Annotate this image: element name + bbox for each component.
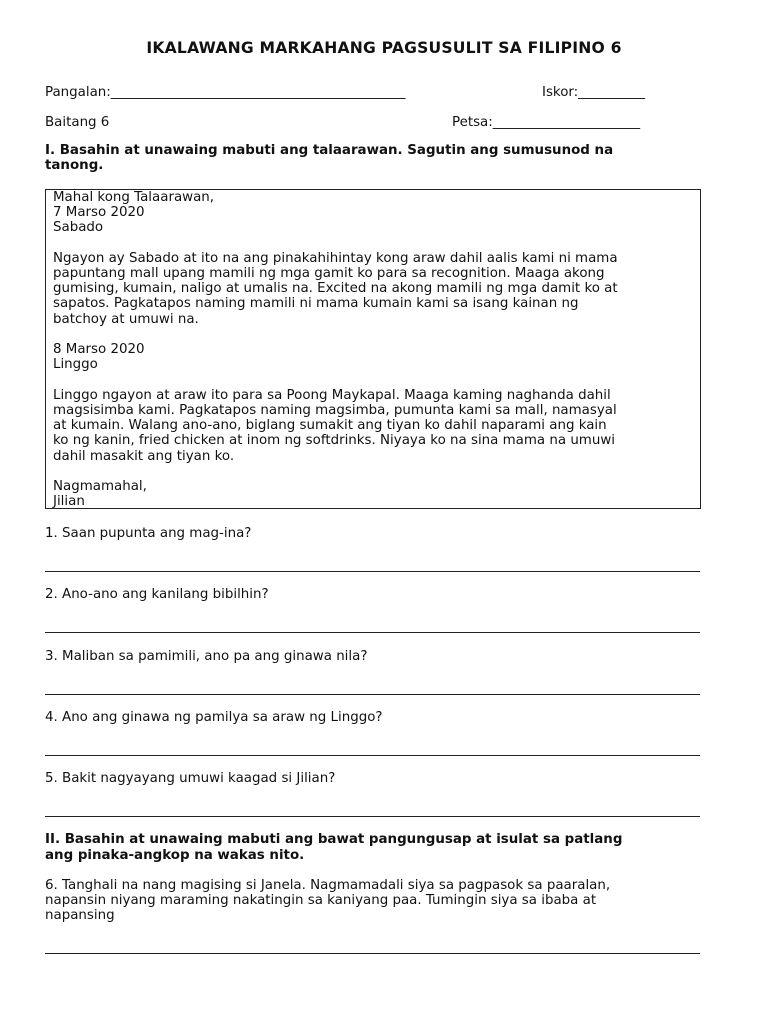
- answer-line-1[interactable]: [45, 571, 700, 572]
- pangalan-field[interactable]: Pangalan:____________________________________________: [45, 85, 406, 100]
- letter-line: batchoy at umuwi na.: [53, 312, 199, 327]
- answer-line-2[interactable]: [45, 632, 700, 633]
- letter-line: Jilian: [53, 494, 85, 509]
- question-5: 5. Bakit nagyayang umuwi kaagad si Jilian?: [45, 771, 336, 786]
- diary-letter-box: [45, 189, 701, 509]
- iskor-field[interactable]: Iskor:__________: [542, 85, 646, 100]
- answer-line-5[interactable]: [45, 816, 700, 817]
- question-3: 3. Maliban sa pamimili, ano pa ang ginawa nila?: [45, 649, 368, 664]
- item6-line3: napansing: [45, 908, 115, 923]
- letter-line: magsisimba kami. Pagkatapos naming magsimba, pumunta kami sa mall, namasyal: [53, 403, 617, 418]
- part2-instruction-line2: ang pinaka-angkop na wakas nito.: [45, 848, 305, 863]
- letter-line: sapatos. Pagkatapos naming mamili ni mama kumain kami sa isang kainan ng: [53, 296, 579, 311]
- letter-line: at kumain. Walang ano-ano, biglang sumakit ang tiyan ko dahil naparami ang kain: [53, 418, 607, 433]
- letter-line: Linggo ngayon at araw ito para sa Poong Maykapal. Maaga kaming naghanda dahil: [53, 388, 611, 403]
- answer-line-3[interactable]: [45, 694, 700, 695]
- letter-line: 7 Marso 2020: [53, 205, 145, 220]
- answer-line-6[interactable]: [45, 953, 700, 954]
- question-4: 4. Ano ang ginawa ng pamilya sa araw ng Linggo?: [45, 710, 383, 725]
- answer-line-4[interactable]: [45, 755, 700, 756]
- petsa-field[interactable]: Petsa:______________________: [452, 115, 641, 130]
- item6-line1: 6. Tanghali na nang magising si Janela. Nagmamadali siya sa pagpasok sa paaralan,: [45, 878, 611, 893]
- letter-line: papuntang mall upang mamili ng mga gamit ko para sa recognition. Maaga akong: [53, 266, 605, 281]
- letter-line: Nagmamahal,: [53, 479, 147, 494]
- part1-instruction-line2: tanong.: [45, 158, 104, 173]
- letter-line: Ngayon ay Sabado at ito na ang pinakahihintay kong araw dahil aalis kami ni mama: [53, 251, 618, 266]
- letter-line: dahil masakit ang tiyan ko.: [53, 449, 235, 464]
- baitang-label: Baitang 6: [45, 115, 110, 130]
- page-title: IKALAWANG MARKAHANG PAGSUSULIT SA FILIPINO 6: [146, 39, 622, 57]
- question-2: 2. Ano-ano ang kanilang bibilhin?: [45, 587, 269, 602]
- letter-line: ko ng kanin, fried chicken at inom ng softdrinks. Niyaya ko na sina mama na umuwi: [53, 433, 616, 448]
- letter-line: Linggo: [53, 357, 98, 372]
- part2-instruction-line1: II. Basahin at unawaing mabuti ang bawat pangungusap at isulat sa patlang: [45, 832, 623, 847]
- letter-line: Sabado: [53, 220, 104, 235]
- question-1: 1. Saan pupunta ang mag-ina?: [45, 526, 252, 541]
- letter-line: gumising, kumain, naligo at umalis na. Excited na akong mamili ng mga damit ko at: [53, 281, 618, 296]
- letter-line: Mahal kong Talaarawan,: [53, 190, 215, 205]
- letter-line: 8 Marso 2020: [53, 342, 145, 357]
- part1-instruction-line1: I. Basahin at unawaing mabuti ang talaarawan. Sagutin ang sumusunod na: [45, 143, 614, 158]
- item6-line2: napansin niyang maraming nakatingin sa kaniyang paa. Tumingin siya sa ibaba at: [45, 893, 597, 908]
